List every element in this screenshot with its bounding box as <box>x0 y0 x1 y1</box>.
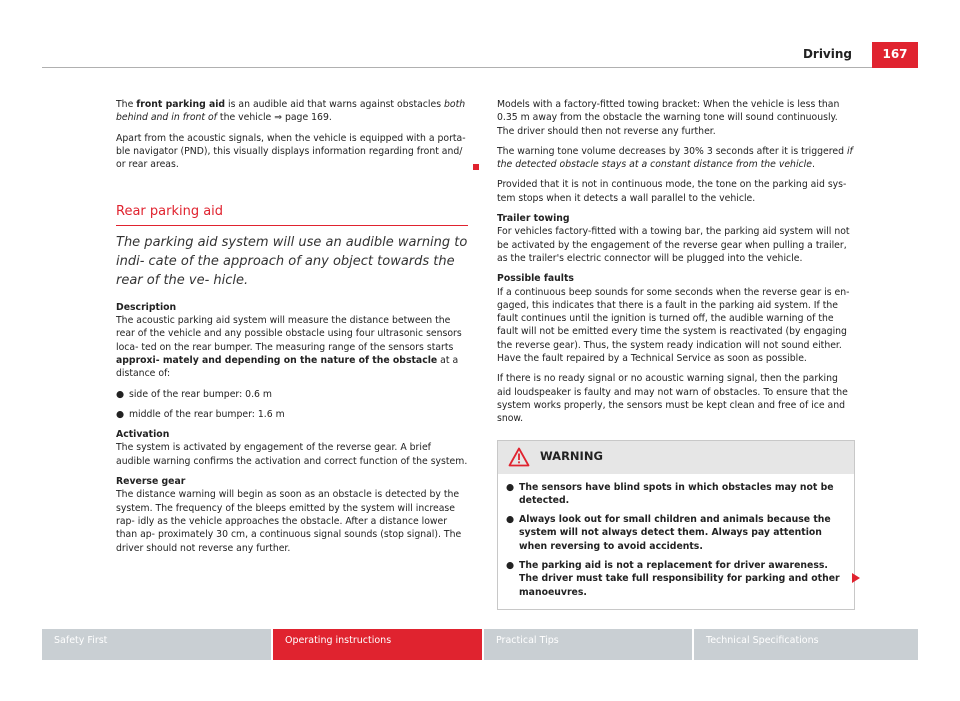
possible-faults-heading: Possible faults <box>497 273 574 285</box>
header-rule <box>42 67 918 68</box>
right-column <box>497 98 853 610</box>
left-column <box>116 98 468 562</box>
description-heading: Description <box>116 301 177 313</box>
section-rule <box>116 225 468 226</box>
warning-item: ● The parking aid is not a replacement for driver awareness. The driver must take full responsibility for parking and other manoeuvres. <box>506 560 840 598</box>
front-parking-aid-paragraph: The front parking aid is an audible aid that warns against obstacles both behind and in front of the vehicle ⇒ page 169. <box>116 99 466 124</box>
warning-item: ● Always look out for small children and animals because the system will not always detect them. Always pay attention when reversing to avoid accidents. <box>506 514 831 552</box>
possible-faults-paragraph: If a continuous beep sounds for some seconds when the reverse gear is en- gaged, this indicates that there is a fault in the parking aid system. If the fault continues until the ignition is turned off, the audible warning of the fault will not be emitted every time the system is reactivated (by engaging the reverse gear). Thus, the system ready indication will not sound either. Have the fault repaired by a Technical Service as soon as possible. <box>497 286 850 365</box>
warning-triangle-icon <box>508 447 530 467</box>
tab-operating-instructions[interactable]: Operating instructions <box>273 629 482 660</box>
range-list <box>116 388 468 422</box>
warning-body <box>498 474 854 609</box>
tab-safety-first[interactable]: Safety First <box>42 629 271 660</box>
bullet-icon: ● <box>506 560 515 572</box>
section-lead: The parking aid system will use an audible warning to indi- cate of the approach of any object towards the rear of the ve- hicle. <box>116 234 468 288</box>
list-item: ● side of the rear bumper: 0.6 m <box>116 388 272 400</box>
chapter-title: Driving <box>802 47 852 61</box>
description-paragraph: The acoustic parking aid system will measure the distance between the rear of the vehicle and any possible obstacle using four ultrasonic sensors loca- ted on the rear bumper. The measuring range of the sensors starts approxi- mately and depending on the nature of the obstacle at a distance of: <box>116 315 462 380</box>
trailer-towing-paragraph: For vehicles factory-fitted with a towing bar, the parking aid system will not be activated by the engagement of the reverse gear when pulling a trailer, as the trailer's electric connector will be plugged into the vehicle. <box>497 226 850 264</box>
section-title: Rear parking aid <box>116 204 224 220</box>
warning-title: WARNING <box>540 449 603 464</box>
bullet-icon: ● <box>506 481 515 493</box>
reverse-gear-heading: Reverse gear <box>116 476 186 488</box>
no-signal-paragraph: If there is no ready signal or no acoustic warning signal, then the parking aid loudspeaker is faulty and may not warn of obstacles. To ensure that the system works properly, the sensors must be kept clean and free of ice and snow. <box>497 373 848 425</box>
tab-technical-specifications[interactable]: Technical Specifications <box>694 629 918 660</box>
warning-header <box>498 441 854 474</box>
volume-paragraph: The warning tone volume decreases by 30% 3 seconds after it is triggered if the detected obstacle stays at a constant distance from the vehicle. <box>497 145 853 171</box>
pnd-paragraph: Apart from the acoustic signals, when the vehicle is equipped with a porta- ble navigator (PND), this visually displays information regarding front and/ or rear areas. <box>116 132 466 171</box>
reverse-gear-paragraph: The distance warning will begin as soon as an obstacle is detected by the system. The frequency of the bleeps emitted by the system will increase rap- idly as the vehicle approaches the obstacle. After a distance lower than ap- proximately 30 cm, a continuous signal sounds (stop signal). The driver should not reverse any further. <box>116 489 462 554</box>
wall-paragraph: Provided that it is not in continuous mode, the tone on the parking aid sys- tem stops when it detects a wall parallel to the vehicle. <box>497 179 847 204</box>
tab-practical-tips[interactable]: Practical Tips <box>484 629 692 660</box>
activation-paragraph: The system is activated by engagement of the reverse gear. A brief audible warning confirms the activation and correct function of the system. <box>116 442 468 467</box>
page-number: 167 <box>872 42 918 68</box>
trailer-towing-heading: Trailer towing <box>497 213 570 225</box>
bullet-icon: ● <box>116 408 125 420</box>
bullet-icon: ● <box>116 388 125 400</box>
bullet-icon: ● <box>506 514 515 526</box>
footer-nav <box>42 629 918 660</box>
continue-arrow-icon <box>851 572 861 584</box>
towing-bracket-paragraph: Models with a factory-fitted towing bracket: When the vehicle is less than 0.35 m away from the obstacle the warning tone will sound continuously. The driver should then not reverse any further. <box>497 99 840 137</box>
section-end-icon <box>473 164 479 170</box>
warning-item: ● The sensors have blind spots in which obstacles may not be detected. <box>506 481 834 506</box>
warning-box <box>497 440 855 610</box>
list-item: ● middle of the rear bumper: 1.6 m <box>116 408 285 420</box>
activation-heading: Activation <box>116 429 170 441</box>
page-reference-link[interactable]: the vehicle ⇒ page 169. <box>216 112 332 124</box>
